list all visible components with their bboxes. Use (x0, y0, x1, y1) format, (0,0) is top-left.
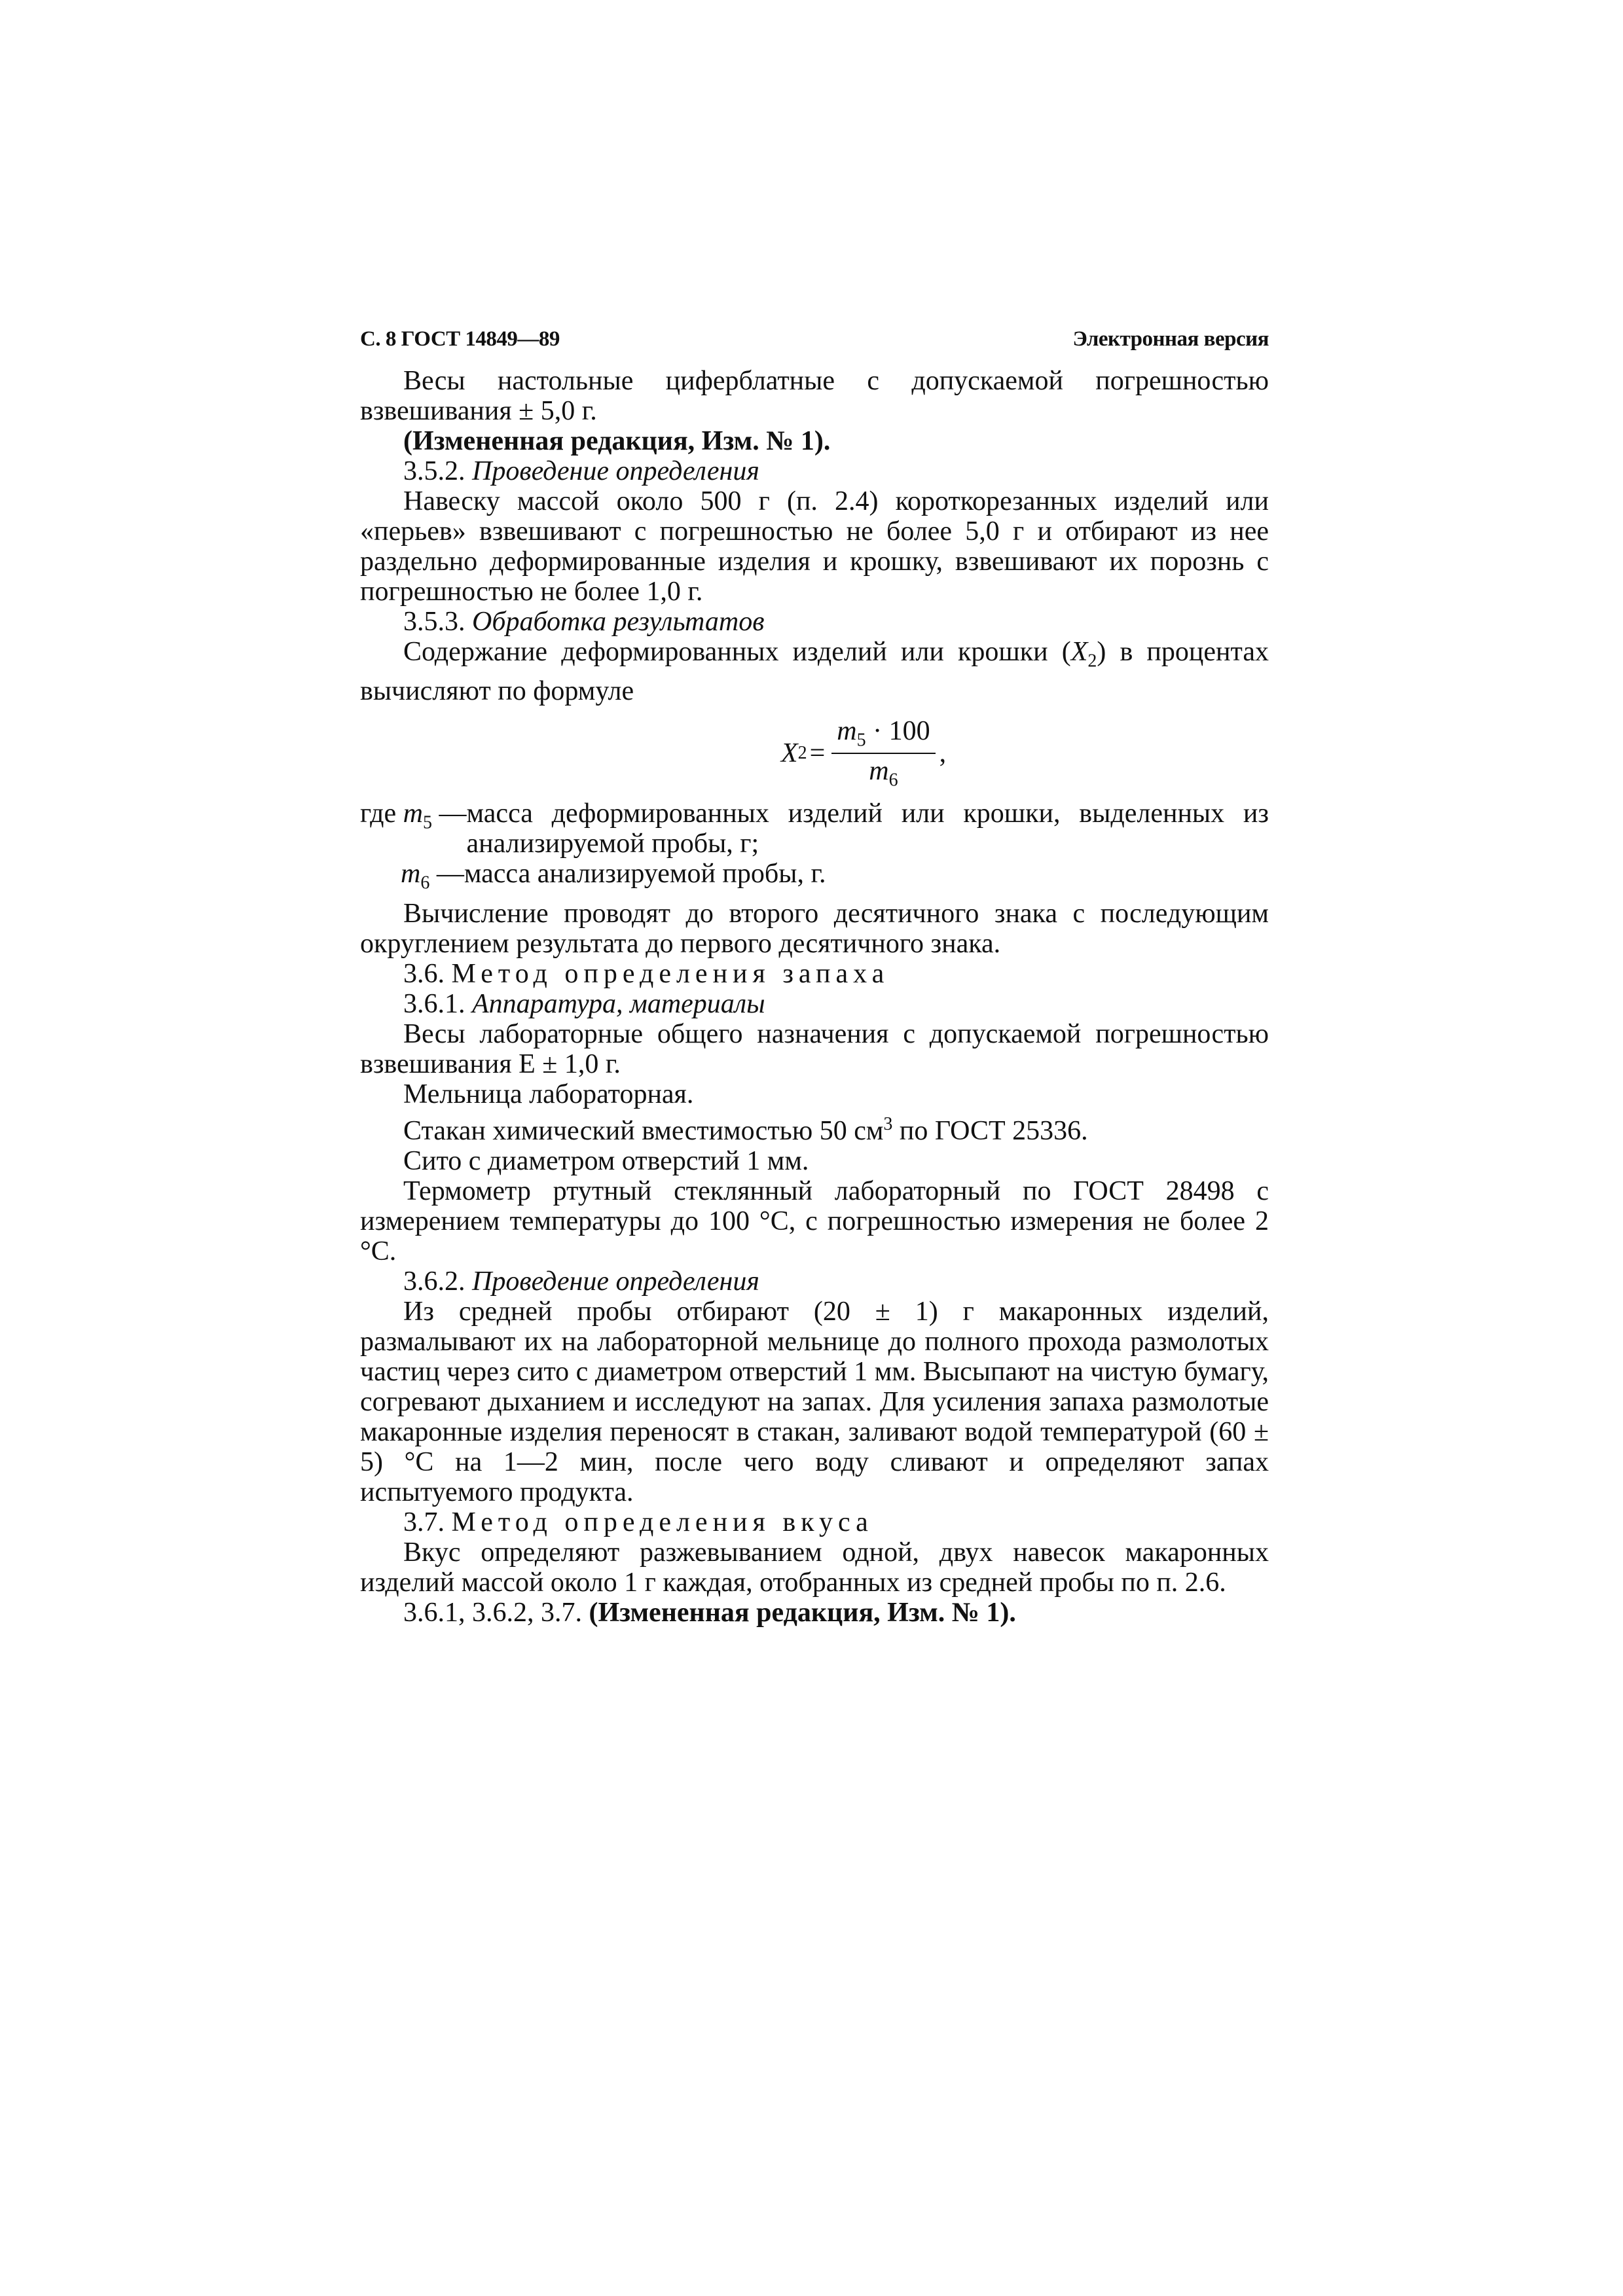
header-left: С. 8 ГОСТ 14849—89 (360, 327, 560, 351)
paragraph: Содержание деформированных изделий или крошки $(X_2)$ в процентах вычисляют по формуле (360, 637, 1269, 707)
section-3-5-3: 3.5.3. Обработка результатов (403, 607, 765, 637)
paragraph: Термометр ртутный стеклянный лабораторный по ГОСТ 28498 с измерением температуры до 100 °С, с погрешностью измерения не более 2 °С. (360, 1175, 1269, 1266)
paragraph: Мельница лабораторная. (403, 1079, 694, 1109)
paragraph: Навеску массой около 500 г (п. 2.4) короткорезанных изделий или «перьев» взвешивают с погрешностью не более 5,0 г и отбирают из нее раздельно деформированные изделия и крошку, взвешивают их порознь с погрешностью не более 1,0 г. (360, 486, 1269, 607)
document-page (360, 327, 1269, 1628)
section-3-7: 3.7. Метод определения вкуса (403, 1507, 873, 1537)
where-m6: $m_6$ — масса анализируемой пробы, г. (401, 859, 826, 893)
fraction: $\frac{m_5 \cdot 100}{m_6}$ (831, 715, 935, 791)
section-3-6: 3.6. Метод определения запаха (403, 958, 890, 989)
formula: X 2 = $\frac{m_5 \cdot 100}{m_6}$ , (780, 716, 947, 791)
paragraph: Вкус определяют разжевыванием одной, двух навесок макаронных изделий массой около 1 г каждая, отобранных из средней пробы по п. 2.6. (360, 1537, 1269, 1598)
paragraph: Весы настольные циферблатные с допускаемой погрешностью взвешивания ± 5,0 г. (360, 366, 1269, 426)
revision-note: 3.6.1, 3.6.2, 3.7. (Измененная редакция, Изм. № 1). (403, 1597, 1016, 1628)
paragraph: Вычисление проводят до второго десятичного знака с последующим округлением результата до первого десятичного знака. (360, 898, 1269, 959)
section-3-6-2: 3.6.2. Проведение определения (403, 1266, 759, 1297)
section-3-6-1: 3.6.1. Аппаратура, материалы (403, 988, 765, 1019)
page-header (360, 327, 1269, 351)
paragraph: Из средней пробы отбирают (20 ± 1) г макаронных изделий, размалывают их на лабораторной мельнице до полного прохода размолотых частиц через сито с диаметром отверстий 1 мм. Высыпают на чистую бумагу, согревают дыханием и исследуют на запах. Для усиления запаха размолотые макаронные изделия переносят в стакан, заливают водой температурой (60 ± 5) °С на 1—2 мин, после чего воду сливают и определяют запах испытуемого продукта. (360, 1296, 1269, 1507)
paragraph: Стакан химический вместимостью 50 $см^3$ по ГОСТ 25336. (403, 1113, 1088, 1146)
paragraph: Весы лабораторные общего назначения с допускаемой погрешностью взвешивания Е ± 1,0 г. (360, 1018, 1269, 1079)
section-3-5-2: 3.5.2. Проведение определения (403, 456, 759, 486)
where-m5: где $m_5$ — масса деформированных изделий или крошки, выделенных из анализируемой пробы, г; (360, 798, 1269, 859)
header-right: Электронная версия (1072, 327, 1269, 351)
revision-note: (Измененная редакция, Изм. № 1). (403, 426, 831, 456)
paragraph: Сито с диаметром отверстий 1 мм. (403, 1145, 809, 1176)
